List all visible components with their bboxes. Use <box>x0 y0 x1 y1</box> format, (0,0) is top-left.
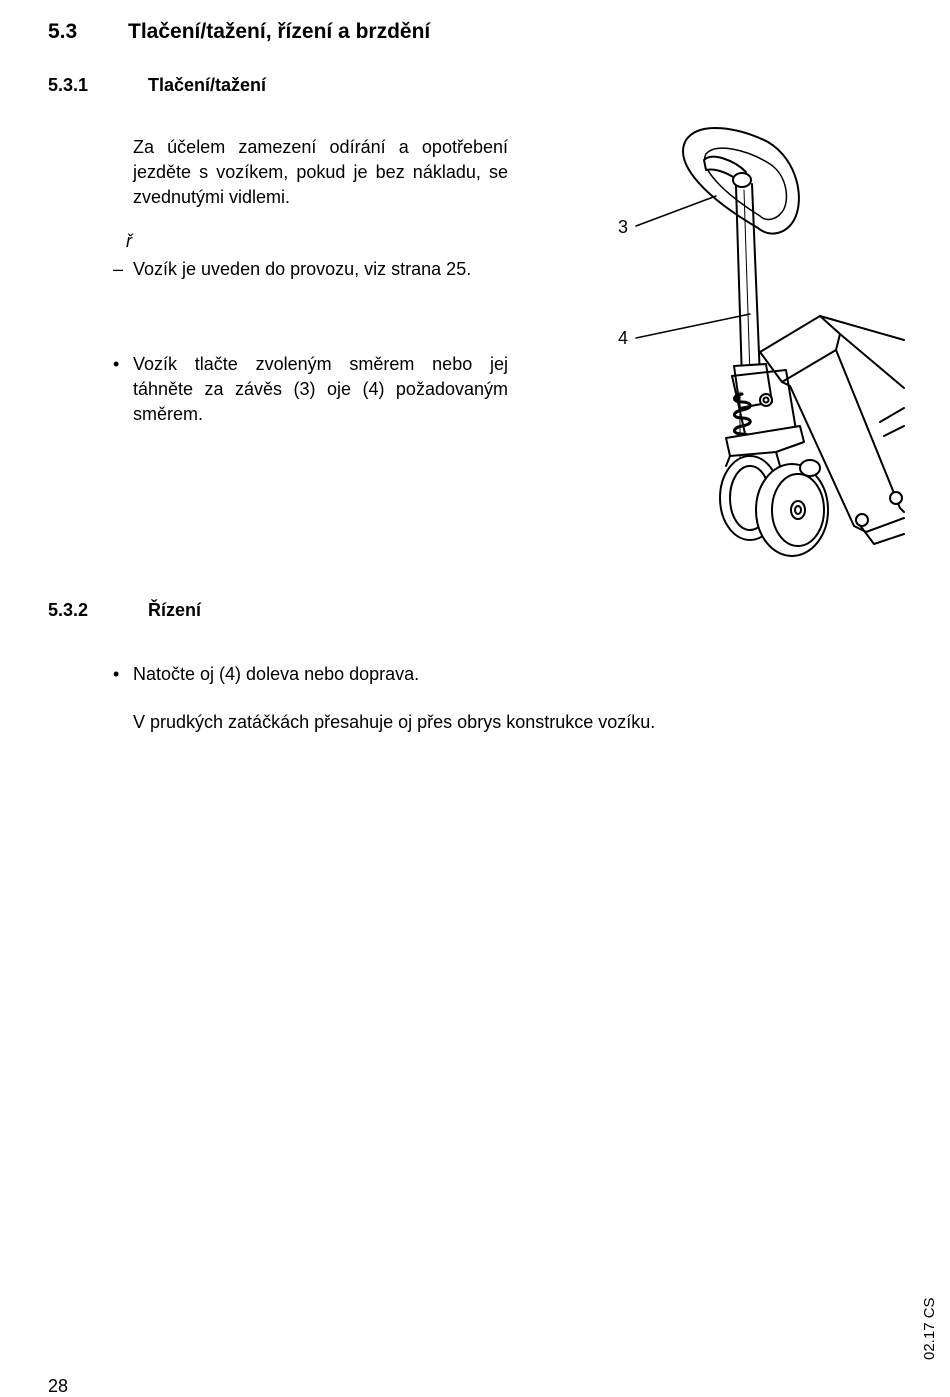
step-text: Vozík tlačte zvoleným směrem nebo jej táhněte za závěs (3) oje (4) požadovaným směrem. <box>133 354 508 424</box>
subsection-number: 5.3.1 <box>48 75 89 95</box>
step-bullet: • <box>113 354 120 374</box>
callout-4-label: 4 <box>618 328 629 348</box>
intro-paragraph: Za účelem zamezení odírání a opotřebení jezděte s vozíkem, pokud je bez nákladu, se zvednutými vidlemi. <box>133 137 508 207</box>
prereq-text: Vozík je uveden do provozu, viz strana 25. <box>133 259 472 279</box>
note-symbol: ř <box>126 231 132 251</box>
subsection-number: 5.3.2 <box>48 600 89 620</box>
section-number: 5.3 <box>48 20 78 43</box>
prereq-dash: – <box>113 259 124 279</box>
pallet-truck-illustration <box>600 120 905 560</box>
page-number: 28 <box>48 1376 69 1396</box>
callout-3-leader <box>636 196 716 226</box>
section-title: Tlačení/tažení, řízení a brzdění <box>128 20 431 43</box>
step-text: Natočte oj (4) doleva nebo doprava. <box>133 664 420 684</box>
subsection-title: Řízení <box>148 600 202 620</box>
edition-label: 02.17 CS <box>921 1297 938 1360</box>
step-bullet: • <box>113 664 120 684</box>
callout-4-leader <box>636 314 750 338</box>
note-text: V prudkých zatáčkách přesahuje oj přes obrys konstrukce vozíku. <box>133 712 656 732</box>
callout-3-label: 3 <box>618 217 629 237</box>
subsection-title: Tlačení/tažení <box>148 75 267 95</box>
